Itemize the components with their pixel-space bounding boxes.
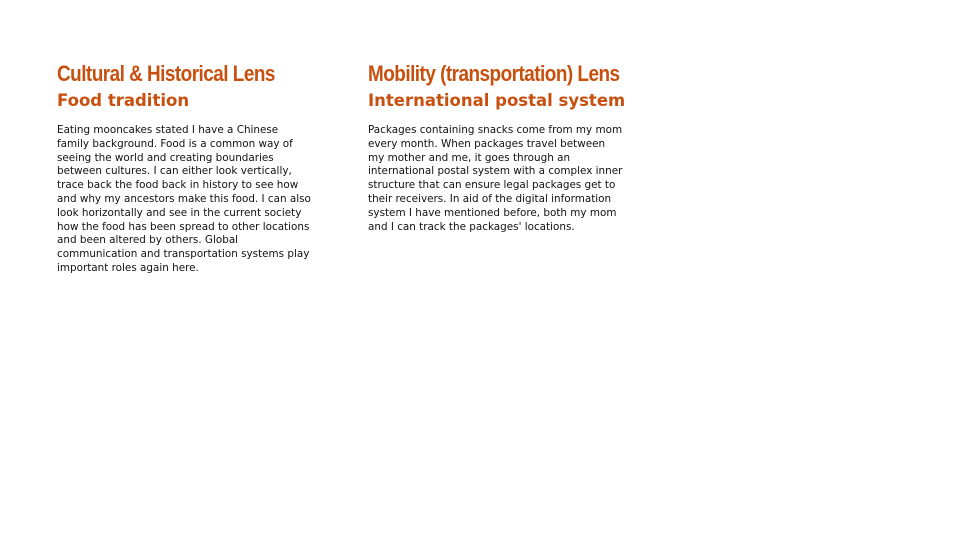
mobility-lens-column xyxy=(368,58,624,234)
mobility-lens-title: Mobility (transportation) Lens xyxy=(368,61,620,86)
food-tradition-subtitle: Food tradition xyxy=(57,91,190,110)
cultural-historical-lens-column xyxy=(57,58,312,276)
postal-system-subtitle: International postal system xyxy=(368,91,626,110)
cultural-historical-lens-body: Eating mooncakes stated I have a Chinese family background. Food is a common way of seeing the world and creating boundaries between cultures. I can either look vertically, trace back the food back in history to see how and why my ancestors make this food. I can also look horizontally and see in the current society how the food has been spread to other locations and been altered by others. Global communication and transportation systems play important roles again here. xyxy=(57,124,311,274)
mobility-lens-body: Packages containing snacks come from my mom every month. When packages travel between my mother and me, it goes through an international postal system with a complex inner structure that can ensure legal packages get to their receivers. In aid of the digital information system I have mentioned before, both my mom and I can track the packages' locations. xyxy=(368,124,623,233)
cultural-historical-lens-title: Cultural & Historical Lens xyxy=(57,61,275,86)
